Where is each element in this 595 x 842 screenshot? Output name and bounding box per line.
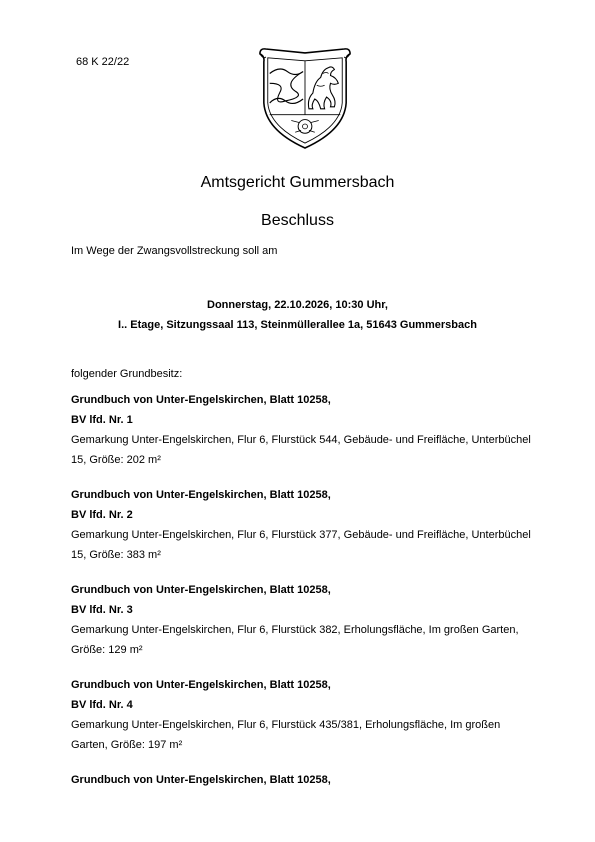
nrw-coat-of-arms-icon: [256, 44, 354, 152]
property-item: [71, 675, 541, 755]
parcel-description: Gemarkung Unter-Engelskirchen, Flur 6, Flurstück 544, Gebäude- und Freifläche, Unterbüchel 15, Größe: 202 m²: [71, 434, 531, 466]
parcel-description: Gemarkung Unter-Engelskirchen, Flur 6, Flurstück 382, Erholungsfläche, Im großen Garten, Größe: 129 m²: [71, 624, 519, 656]
property-item: [71, 770, 541, 790]
document-title: Beschluss: [261, 212, 334, 229]
land-register-line: Grundbuch von Unter-Engelskirchen, Blatt 10258,: [71, 584, 331, 596]
hearing-date: Donnerstag, 22.10.2026, 10:30 Uhr,: [207, 299, 388, 311]
parcel-description: Gemarkung Unter-Engelskirchen, Flur 6, Flurstück 377, Gebäude- und Freifläche, Unterbüchel 15, Größe: 383 m²: [71, 529, 531, 561]
property-list: [71, 390, 541, 805]
property-lead-text: folgender Grundbesitz:: [71, 368, 183, 380]
inventory-number: BV lfd. Nr. 4: [71, 699, 133, 711]
inventory-number: BV lfd. Nr. 3: [71, 604, 133, 616]
case-number: 68 K 22/22: [76, 56, 130, 68]
hearing-location: I.. Etage, Sitzungssaal 113, Steinmüllerallee 1a, 51643 Gummersbach: [118, 319, 477, 331]
hearing-date-block: [0, 295, 595, 335]
inventory-number: BV lfd. Nr. 2: [71, 509, 133, 521]
land-register-line: Grundbuch von Unter-Engelskirchen, Blatt 10258,: [71, 774, 331, 786]
property-item: [71, 390, 541, 470]
property-item: [71, 485, 541, 565]
parcel-description: Gemarkung Unter-Engelskirchen, Flur 6, Flurstück 435/381, Erholungsfläche, Im großen Garten, Größe: 197 m²: [71, 719, 501, 751]
inventory-number: BV lfd. Nr. 1: [71, 414, 133, 426]
court-name: Amtsgericht Gummersbach: [200, 174, 395, 191]
land-register-line: Grundbuch von Unter-Engelskirchen, Blatt 10258,: [71, 394, 331, 406]
land-register-line: Grundbuch von Unter-Engelskirchen, Blatt 10258,: [71, 489, 331, 501]
property-item: [71, 580, 541, 660]
land-register-line: Grundbuch von Unter-Engelskirchen, Blatt 10258,: [71, 679, 331, 691]
intro-text: Im Wege der Zwangsvollstreckung soll am: [71, 245, 278, 257]
